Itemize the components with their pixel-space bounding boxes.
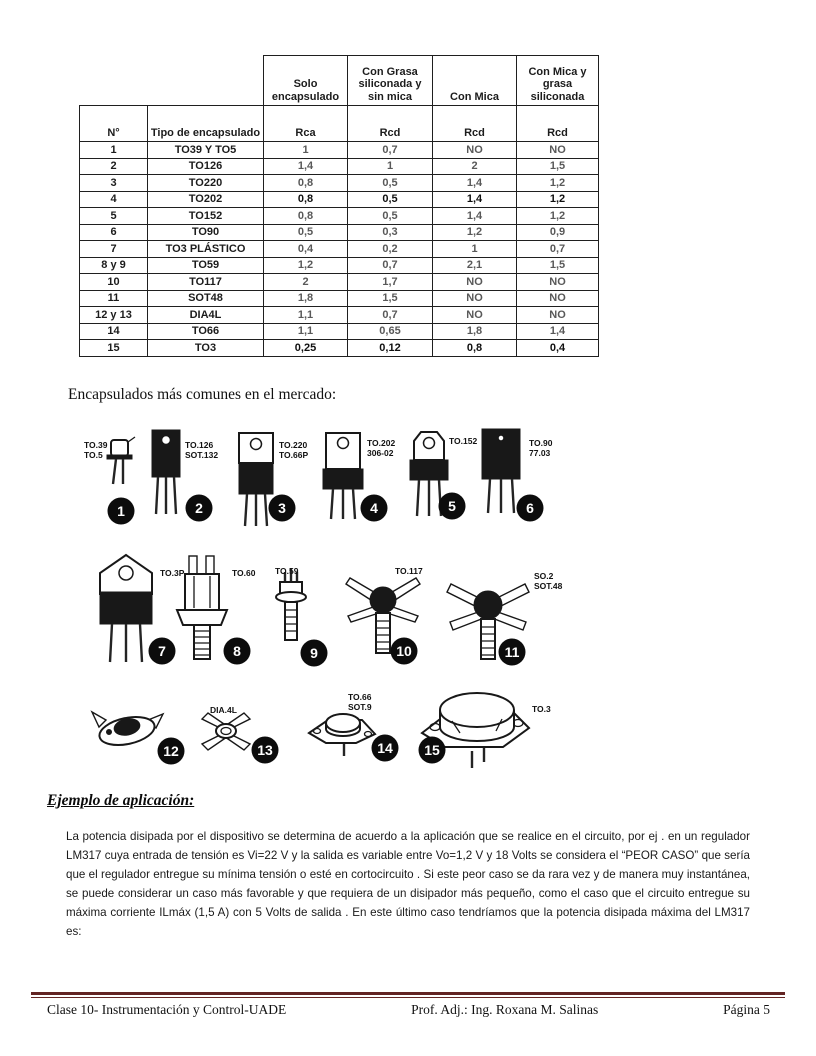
package-drawing-to59 xyxy=(276,568,306,640)
cell-tipo: TO90 xyxy=(148,224,264,241)
cell-valor: NO xyxy=(517,274,599,291)
package-label: TO.59 xyxy=(275,566,299,576)
package-label: TO.152 xyxy=(449,436,478,446)
cell-numero: 5 xyxy=(80,208,148,225)
package-number-text: 10 xyxy=(396,643,412,659)
package-label: TO.66P xyxy=(279,450,309,460)
cell-numero: 2 xyxy=(80,158,148,175)
col-header-rcd-3: Rcd xyxy=(517,106,599,142)
package-label: SOT.132 xyxy=(185,450,219,460)
table-row xyxy=(80,290,599,307)
table-row xyxy=(80,307,599,324)
cell-valor: 0,7 xyxy=(348,142,433,159)
package-drawing-to60 xyxy=(177,556,227,659)
package-number-text: 14 xyxy=(377,740,393,756)
package-number-text: 2 xyxy=(195,500,203,516)
cell-valor: 1,4 xyxy=(433,191,517,208)
table-row xyxy=(80,274,599,291)
cell-valor: 0,4 xyxy=(517,340,599,357)
cell-valor: 1,2 xyxy=(517,208,599,225)
table-row xyxy=(80,257,599,274)
cell-valor: 1 xyxy=(348,158,433,175)
package-drawing-to39 xyxy=(107,437,135,484)
footer xyxy=(47,1002,770,1018)
cell-valor: 1,7 xyxy=(348,274,433,291)
cell-numero: 3 xyxy=(80,175,148,192)
package-drawing-to90 xyxy=(482,429,520,513)
cell-tipo: TO202 xyxy=(148,191,264,208)
cell-valor: 1,4 xyxy=(264,158,348,175)
cell-tipo: TO66 xyxy=(148,323,264,340)
package-drawing-12 xyxy=(92,712,163,750)
package-label: TO.220 xyxy=(279,440,308,450)
cell-valor: 0,5 xyxy=(348,175,433,192)
package-drawing-to220 xyxy=(239,433,273,526)
cell-valor: 2,1 xyxy=(433,257,517,274)
package-label: TO.39 xyxy=(84,440,108,450)
col-header-mica-y-grasa: Con Mica y grasa siliconada xyxy=(517,56,599,106)
figure-caption: Encapsulados más comunes en el mercado: xyxy=(68,386,337,403)
col-header-grasa-sin-mica: Con Grasa siliconada y sin mica xyxy=(348,56,433,106)
cell-valor: 1,2 xyxy=(517,191,599,208)
table-row xyxy=(80,340,599,357)
package-label: TO.117 xyxy=(395,566,423,576)
table-row xyxy=(80,241,599,258)
cell-numero: 12 y 13 xyxy=(80,307,148,324)
cell-valor: 0,8 xyxy=(264,191,348,208)
table-row xyxy=(80,142,599,159)
cell-valor: 0,5 xyxy=(348,208,433,225)
table-row xyxy=(80,191,599,208)
table-body xyxy=(80,142,599,357)
table-row xyxy=(80,158,599,175)
cell-valor: 0,2 xyxy=(348,241,433,258)
package-drawing-to202 xyxy=(323,433,363,519)
package-number-text: 6 xyxy=(526,500,534,516)
cell-tipo: TO3 xyxy=(148,340,264,357)
table-empty-corner xyxy=(80,56,264,106)
col-header-rca: Rca xyxy=(264,106,348,142)
cell-valor: 1,4 xyxy=(433,208,517,225)
cell-valor: 0,4 xyxy=(264,241,348,258)
package-number-text: 9 xyxy=(310,645,318,661)
cell-valor: 0,25 xyxy=(264,340,348,357)
cell-valor: 0,7 xyxy=(348,257,433,274)
cell-tipo: TO220 xyxy=(148,175,264,192)
cell-valor: 2 xyxy=(264,274,348,291)
cell-numero: 14 xyxy=(80,323,148,340)
cell-tipo: TO3 PLÁSTICO xyxy=(148,241,264,258)
col-header-con-mica: Con Mica xyxy=(433,56,517,106)
footer-page-number: Página 5 xyxy=(723,1002,770,1017)
cell-valor: 0,5 xyxy=(264,224,348,241)
package-label: TO.5 xyxy=(84,450,103,460)
cell-numero: 6 xyxy=(80,224,148,241)
package-label: TO.66 xyxy=(348,692,372,702)
table-header-band2 xyxy=(80,106,599,142)
thermal-resistance-table xyxy=(79,55,599,357)
package-number-text: 15 xyxy=(424,742,440,758)
cell-valor: 1,8 xyxy=(264,290,348,307)
package-label: TO.126 xyxy=(185,440,214,450)
package-number-text: 13 xyxy=(257,742,273,758)
package-number-text: 3 xyxy=(278,500,286,516)
cell-tipo: TO117 xyxy=(148,274,264,291)
col-header-rcd-2: Rcd xyxy=(433,106,517,142)
package-number-text: 5 xyxy=(448,498,456,514)
cell-valor: NO xyxy=(433,142,517,159)
cell-valor: 0,9 xyxy=(517,224,599,241)
package-drawing-to66 xyxy=(309,714,375,756)
col-header-solo-encapsulado: Solo encapsulado xyxy=(264,56,348,106)
cell-valor: 1 xyxy=(264,142,348,159)
cell-valor: 2 xyxy=(433,158,517,175)
cell-numero: 11 xyxy=(80,290,148,307)
package-label: TO.202 xyxy=(367,438,396,448)
cell-valor: NO xyxy=(433,290,517,307)
cell-valor: 1,4 xyxy=(433,175,517,192)
cell-valor: 0,7 xyxy=(517,241,599,258)
cell-valor: 1,2 xyxy=(264,257,348,274)
cell-valor: 0,12 xyxy=(348,340,433,357)
cell-valor: 1,2 xyxy=(517,175,599,192)
footer-professor: Prof. Adj.: Ing. Roxana M. Salinas xyxy=(411,1002,599,1017)
cell-tipo: TO39 Y TO5 xyxy=(148,142,264,159)
cell-tipo: SOT48 xyxy=(148,290,264,307)
col-header-tipo: Tipo de encapsulado xyxy=(148,106,264,142)
table-row xyxy=(80,323,599,340)
package-number-text: 12 xyxy=(163,743,179,759)
cell-valor: 1,5 xyxy=(348,290,433,307)
cell-valor: 0,8 xyxy=(264,175,348,192)
package-label: SOT.48 xyxy=(534,581,563,591)
package-number-text: 1 xyxy=(117,503,125,519)
table-header-band1 xyxy=(80,56,599,106)
cell-valor: 1,1 xyxy=(264,307,348,324)
package-number-text: 4 xyxy=(370,500,378,516)
package-number-text: 8 xyxy=(233,643,241,659)
cell-valor: 0,3 xyxy=(348,224,433,241)
col-header-rcd-1: Rcd xyxy=(348,106,433,142)
package-number-text: 11 xyxy=(504,644,520,660)
cell-tipo: TO59 xyxy=(148,257,264,274)
col-header-numero: N° xyxy=(80,106,148,142)
footer-rule xyxy=(31,992,785,998)
cell-valor: 1 xyxy=(433,241,517,258)
table-row xyxy=(80,224,599,241)
cell-valor: NO xyxy=(517,142,599,159)
package-drawing-to3p xyxy=(100,555,152,662)
cell-numero: 8 y 9 xyxy=(80,257,148,274)
cell-tipo: TO152 xyxy=(148,208,264,225)
package-label: TO.90 xyxy=(529,438,553,448)
cell-numero: 4 xyxy=(80,191,148,208)
cell-numero: 15 xyxy=(80,340,148,357)
table-row xyxy=(80,208,599,225)
cell-valor: 0,8 xyxy=(264,208,348,225)
cell-valor: NO xyxy=(433,274,517,291)
cell-valor: 0,8 xyxy=(433,340,517,357)
cell-valor: 0,5 xyxy=(348,191,433,208)
cell-tipo: DIA4L xyxy=(148,307,264,324)
package-label: SO.2 xyxy=(534,571,554,581)
cell-tipo: TO126 xyxy=(148,158,264,175)
footer-course: Clase 10- Instrumentación y Control-UADE xyxy=(47,1002,287,1017)
package-label: DIA.4L xyxy=(210,705,237,715)
package-label: TO.60 xyxy=(232,568,256,578)
cell-valor: 1,2 xyxy=(433,224,517,241)
cell-numero: 1 xyxy=(80,142,148,159)
package-label: TO.3P xyxy=(160,568,185,578)
package-label: SOT.9 xyxy=(348,702,372,712)
packages-figure xyxy=(82,424,612,786)
package-label: TO.3 xyxy=(532,704,551,714)
cell-numero: 10 xyxy=(80,274,148,291)
cell-valor: 1,8 xyxy=(433,323,517,340)
cell-valor: 1,5 xyxy=(517,158,599,175)
cell-numero: 7 xyxy=(80,241,148,258)
cell-valor: NO xyxy=(433,307,517,324)
package-number-text: 7 xyxy=(158,643,166,659)
cell-valor: 0,7 xyxy=(348,307,433,324)
package-label: 306-02 xyxy=(367,448,394,458)
table-row xyxy=(80,175,599,192)
cell-valor: NO xyxy=(517,290,599,307)
package-drawing-to126 xyxy=(152,430,180,514)
cell-valor: 1,5 xyxy=(517,257,599,274)
example-heading: Ejemplo de aplicación: xyxy=(47,792,195,809)
package-drawing-dia4l xyxy=(202,713,250,750)
package-label: 77.03 xyxy=(529,448,551,458)
cell-valor: 1,4 xyxy=(517,323,599,340)
cell-valor: 1,1 xyxy=(264,323,348,340)
cell-valor: 0,65 xyxy=(348,323,433,340)
cell-valor: NO xyxy=(517,307,599,324)
example-paragraph: La potencia disipada por el dispositivo se determina de acuerdo a la aplicación que se realice en el circuito, por ej . en un regulador LM317 cuya entrada de tensión es Vi=22 V y la salida es variable entre Vo=1,2 V y 18 Volts se considera el “PEOR CASO” que sería que el regulador entregue su mínima tensión o esté en cortocircuito . Si este peor caso se da rara vez y de manera muy instantánea, se puede considerar un caso más favorable y que requiera de un disipador más pequeño, como el caso que el circuito entregue su máxima corriente ILmáx (1,5 A) con 5 Volts de salida . En este último caso tendríamos que la potencia disipada máxima del LM317 es: xyxy=(66,830,750,938)
